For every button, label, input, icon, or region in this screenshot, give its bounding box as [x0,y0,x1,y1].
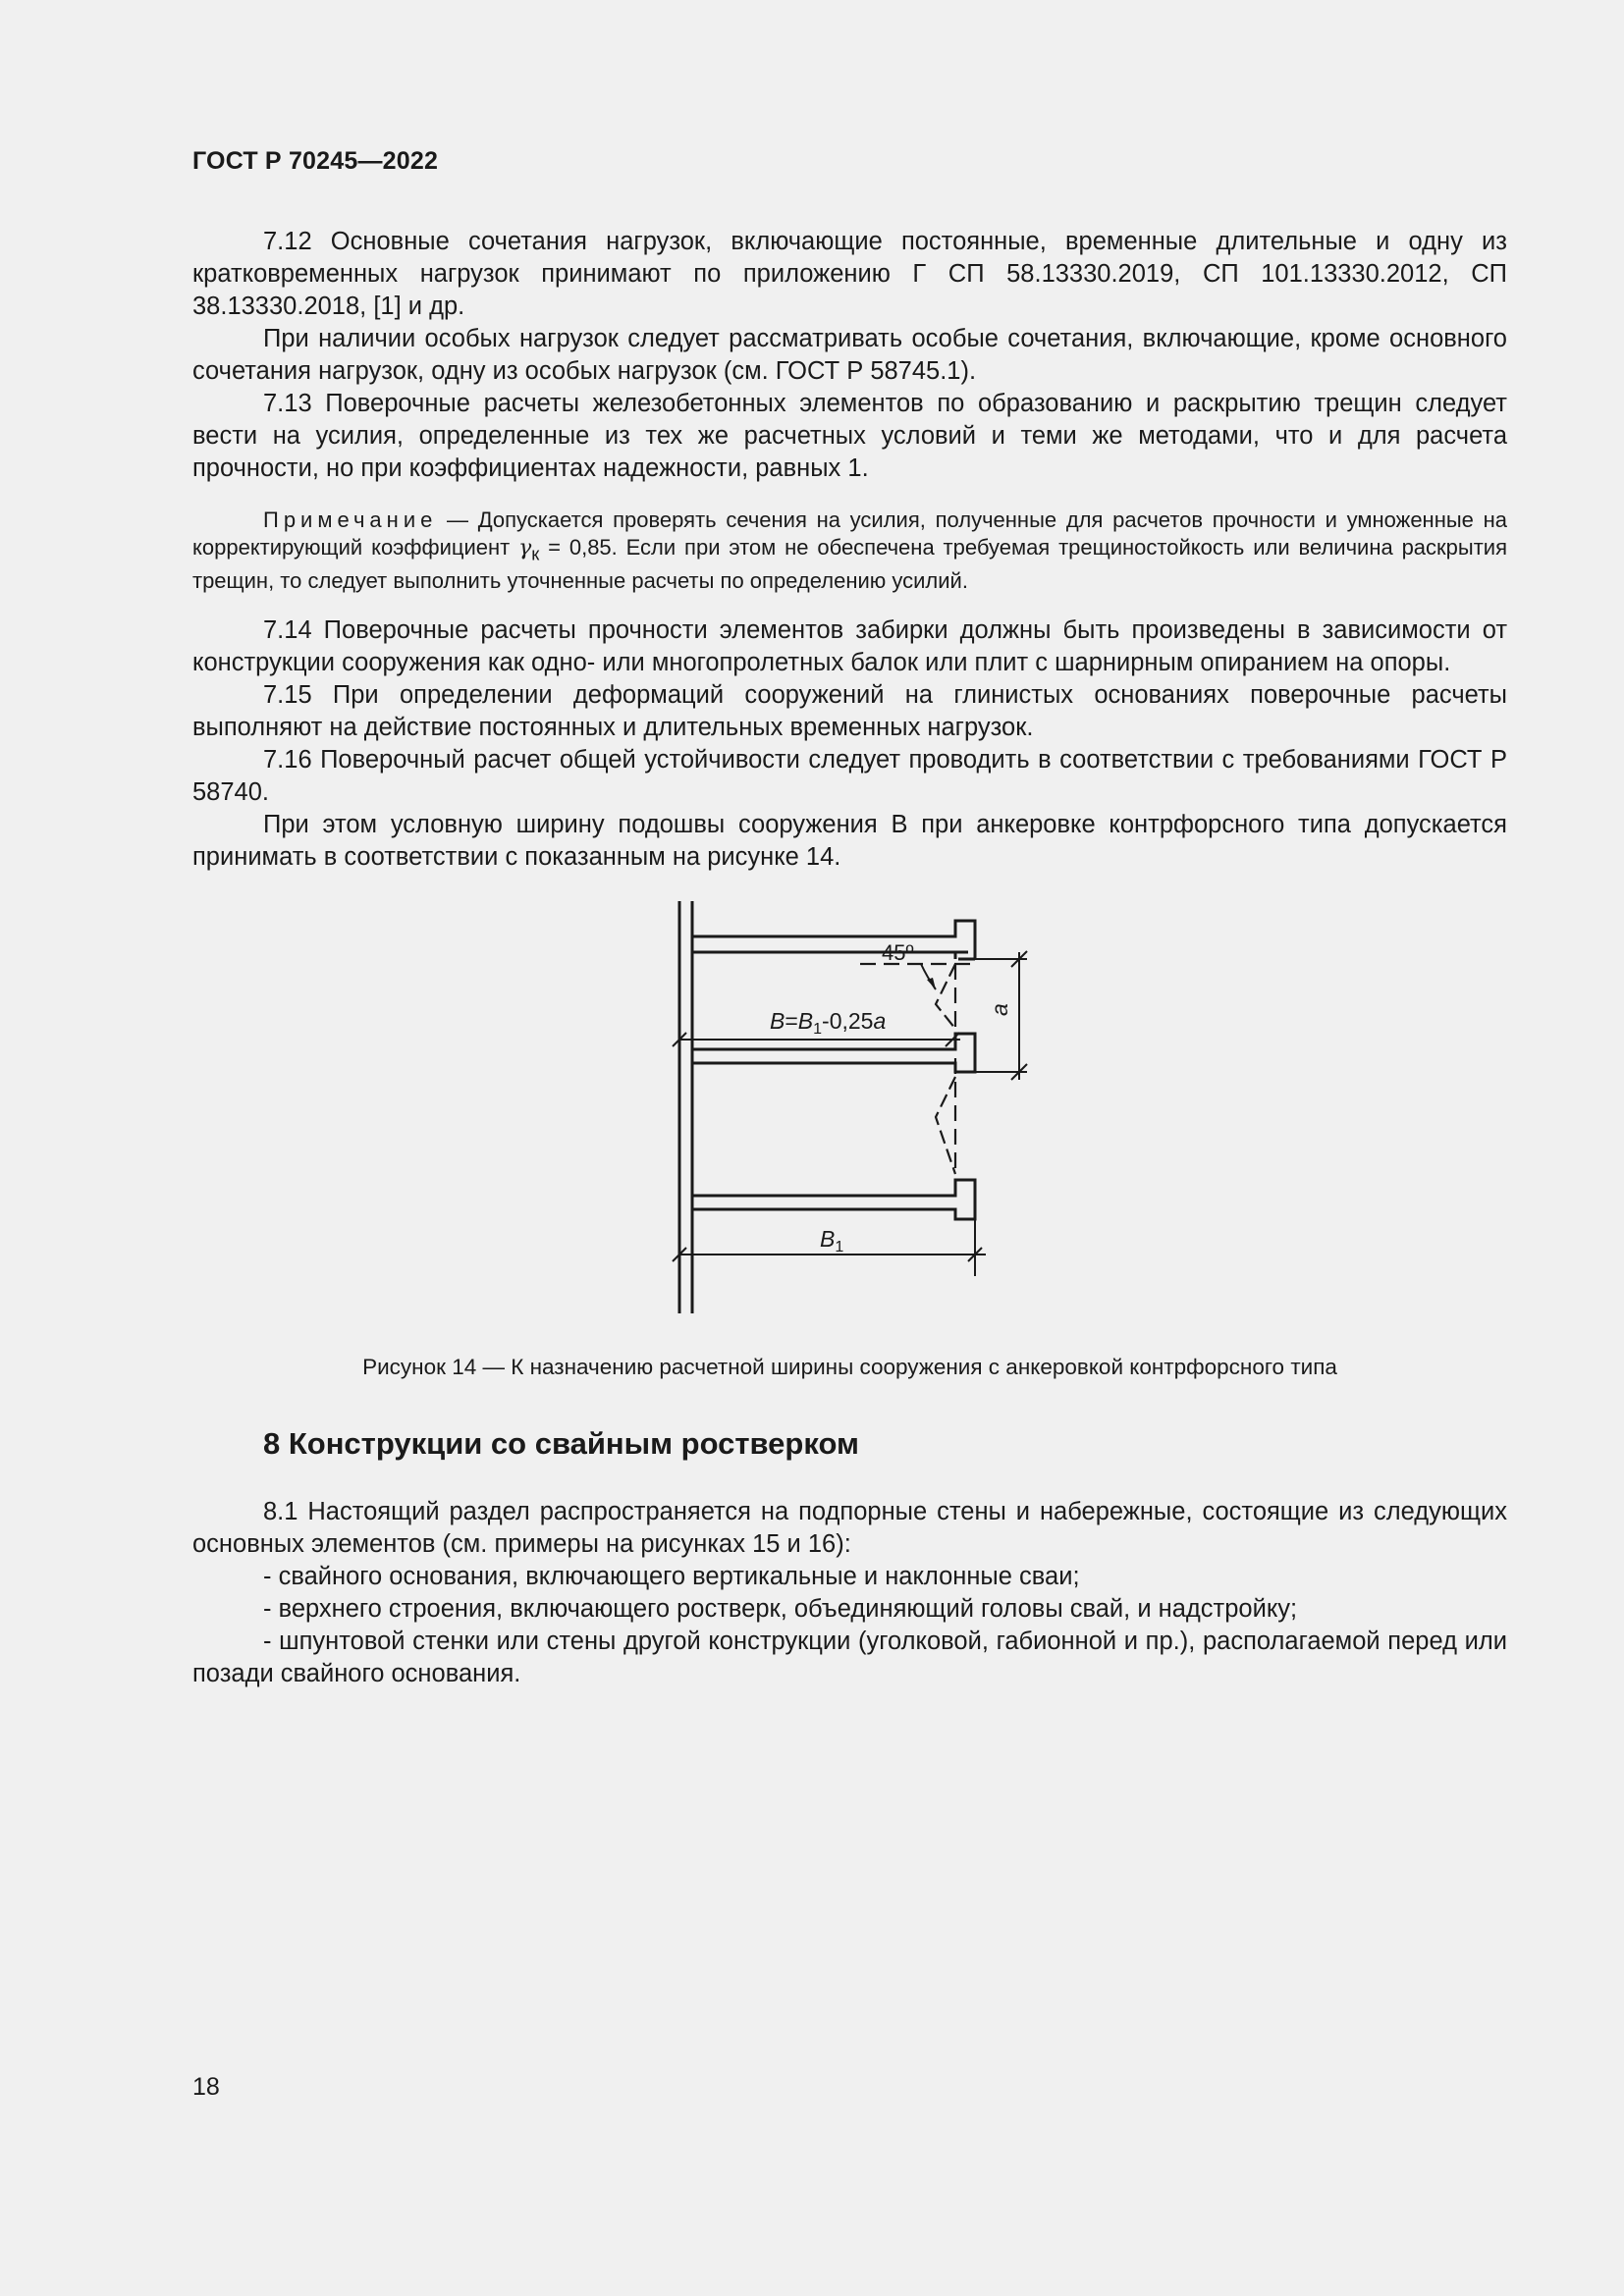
gamma-subscript: к [531,543,540,564]
page-body [192,226,1507,1690]
paragraph-special-loads: При наличии особых нагрузок следует рассматривать особые сочетания, включающие, кроме основного сочетания нагрузок, одну из особых нагрузок (см. ГОСТ Р 58745.1). [192,325,1507,385]
dim-B1-label: $B_1$ [820,1226,844,1256]
angle-arrow [927,978,936,989]
anchor-zone-1 [936,964,955,1029]
gamma-symbol: γ [518,536,532,561]
paragraph-conditional-width: При этом условную ширину подошвы сооружения В при анкеровке контрфорсного типа допускается принимать в соответствии с показанным на рисунке 14. [192,811,1507,872]
paragraph-8-1: 8.1 Настоящий раздел распространяется на подпорные стены и набережные, состоящие из следующих основных элементов (см. примеры на рисунках 15 и 16): [192,1498,1507,1559]
section-8-heading: 8 Конструкции со свайным ростверком [263,1426,859,1462]
paragraph-7-16: 7.16 Поверочный расчет общей устойчивости следует проводить в соответствии с требованиями ГОСТ Р 58740. [192,746,1507,807]
buttress-anchoring-drawing [192,883,1507,1345]
formula-B-label: $B=B_1-0,25a$ [770,1008,887,1039]
list-item-sheet-pile-wall: - шпунтовой стенки или стены другой конструкции (уголковой, габионной и пр.), располагаемой перед или позади свайного основания. [192,1628,1507,1688]
page-number: 18 [192,2073,220,2101]
angle-label: 45º [882,940,914,966]
paragraph-7-12: 7.12 Основные сочетания нагрузок, включающие постоянные, временные длительные и одну из кратковременных нагрузок принимают по приложению Г СП 58.13330.2019, СП 101.13330.2012, СП 38.13330.2018, [1] и др. [192,228,1507,320]
paragraph-7-15: 7.15 При определении деформаций сооружений на глинистых основаниях поверочные расчеты выполняют на действие постоянных и длительных временных нагрузок. [192,681,1507,742]
list-item-superstructure: - верхнего строения, включающего ростверк, объединяющий головы свай, и надстройку; [263,1595,1298,1624]
paragraph-7-13: 7.13 Поверочные расчеты железобетонных элементов по образованию и раскрытию трещин следует вести на усилия, определенные из тех же расчетных условий и теми же методами, что и для расчета прочности, но при коэффициентах надежности, равных 1. [192,390,1507,482]
note-label: Примечание [263,507,438,532]
note-text-before: — Допускается проверять сечения на усилия, полученные для расчетов прочности и умноженные на корректирующий коэффициент [192,507,1507,560]
list-item-pile-foundation: - свайного основания, включающего вертикальные и наклонные сваи; [263,1563,1080,1591]
dim-a-label: a [987,1003,1012,1017]
note-block [192,507,1507,595]
anchor-zone-2 [936,1077,955,1174]
buttress-3 [692,1180,975,1219]
figure-14-caption: Рисунок 14 — К назначению расчетной ширины сооружения с анкеровкой контрфорсного типа [362,1355,1337,1380]
buttress-1-lower-edge [692,952,955,959]
document-code-header: ГОСТ Р 70245—2022 [192,147,439,175]
figure-14 [192,883,1507,1345]
note-text-after: = 0,85. Если при этом не обеспечена требуемая трещиностойкость или величина раскрытия трещин, то следует выполнить уточненные расчеты по определению усилий. [192,535,1507,594]
paragraph-7-14: 7.14 Поверочные расчеты прочности элементов забирки должны быть произведены в зависимости от конструкции сооружения как одно- или многопролетных балок или плит с шарнирным опиранием на опоры. [192,616,1507,677]
